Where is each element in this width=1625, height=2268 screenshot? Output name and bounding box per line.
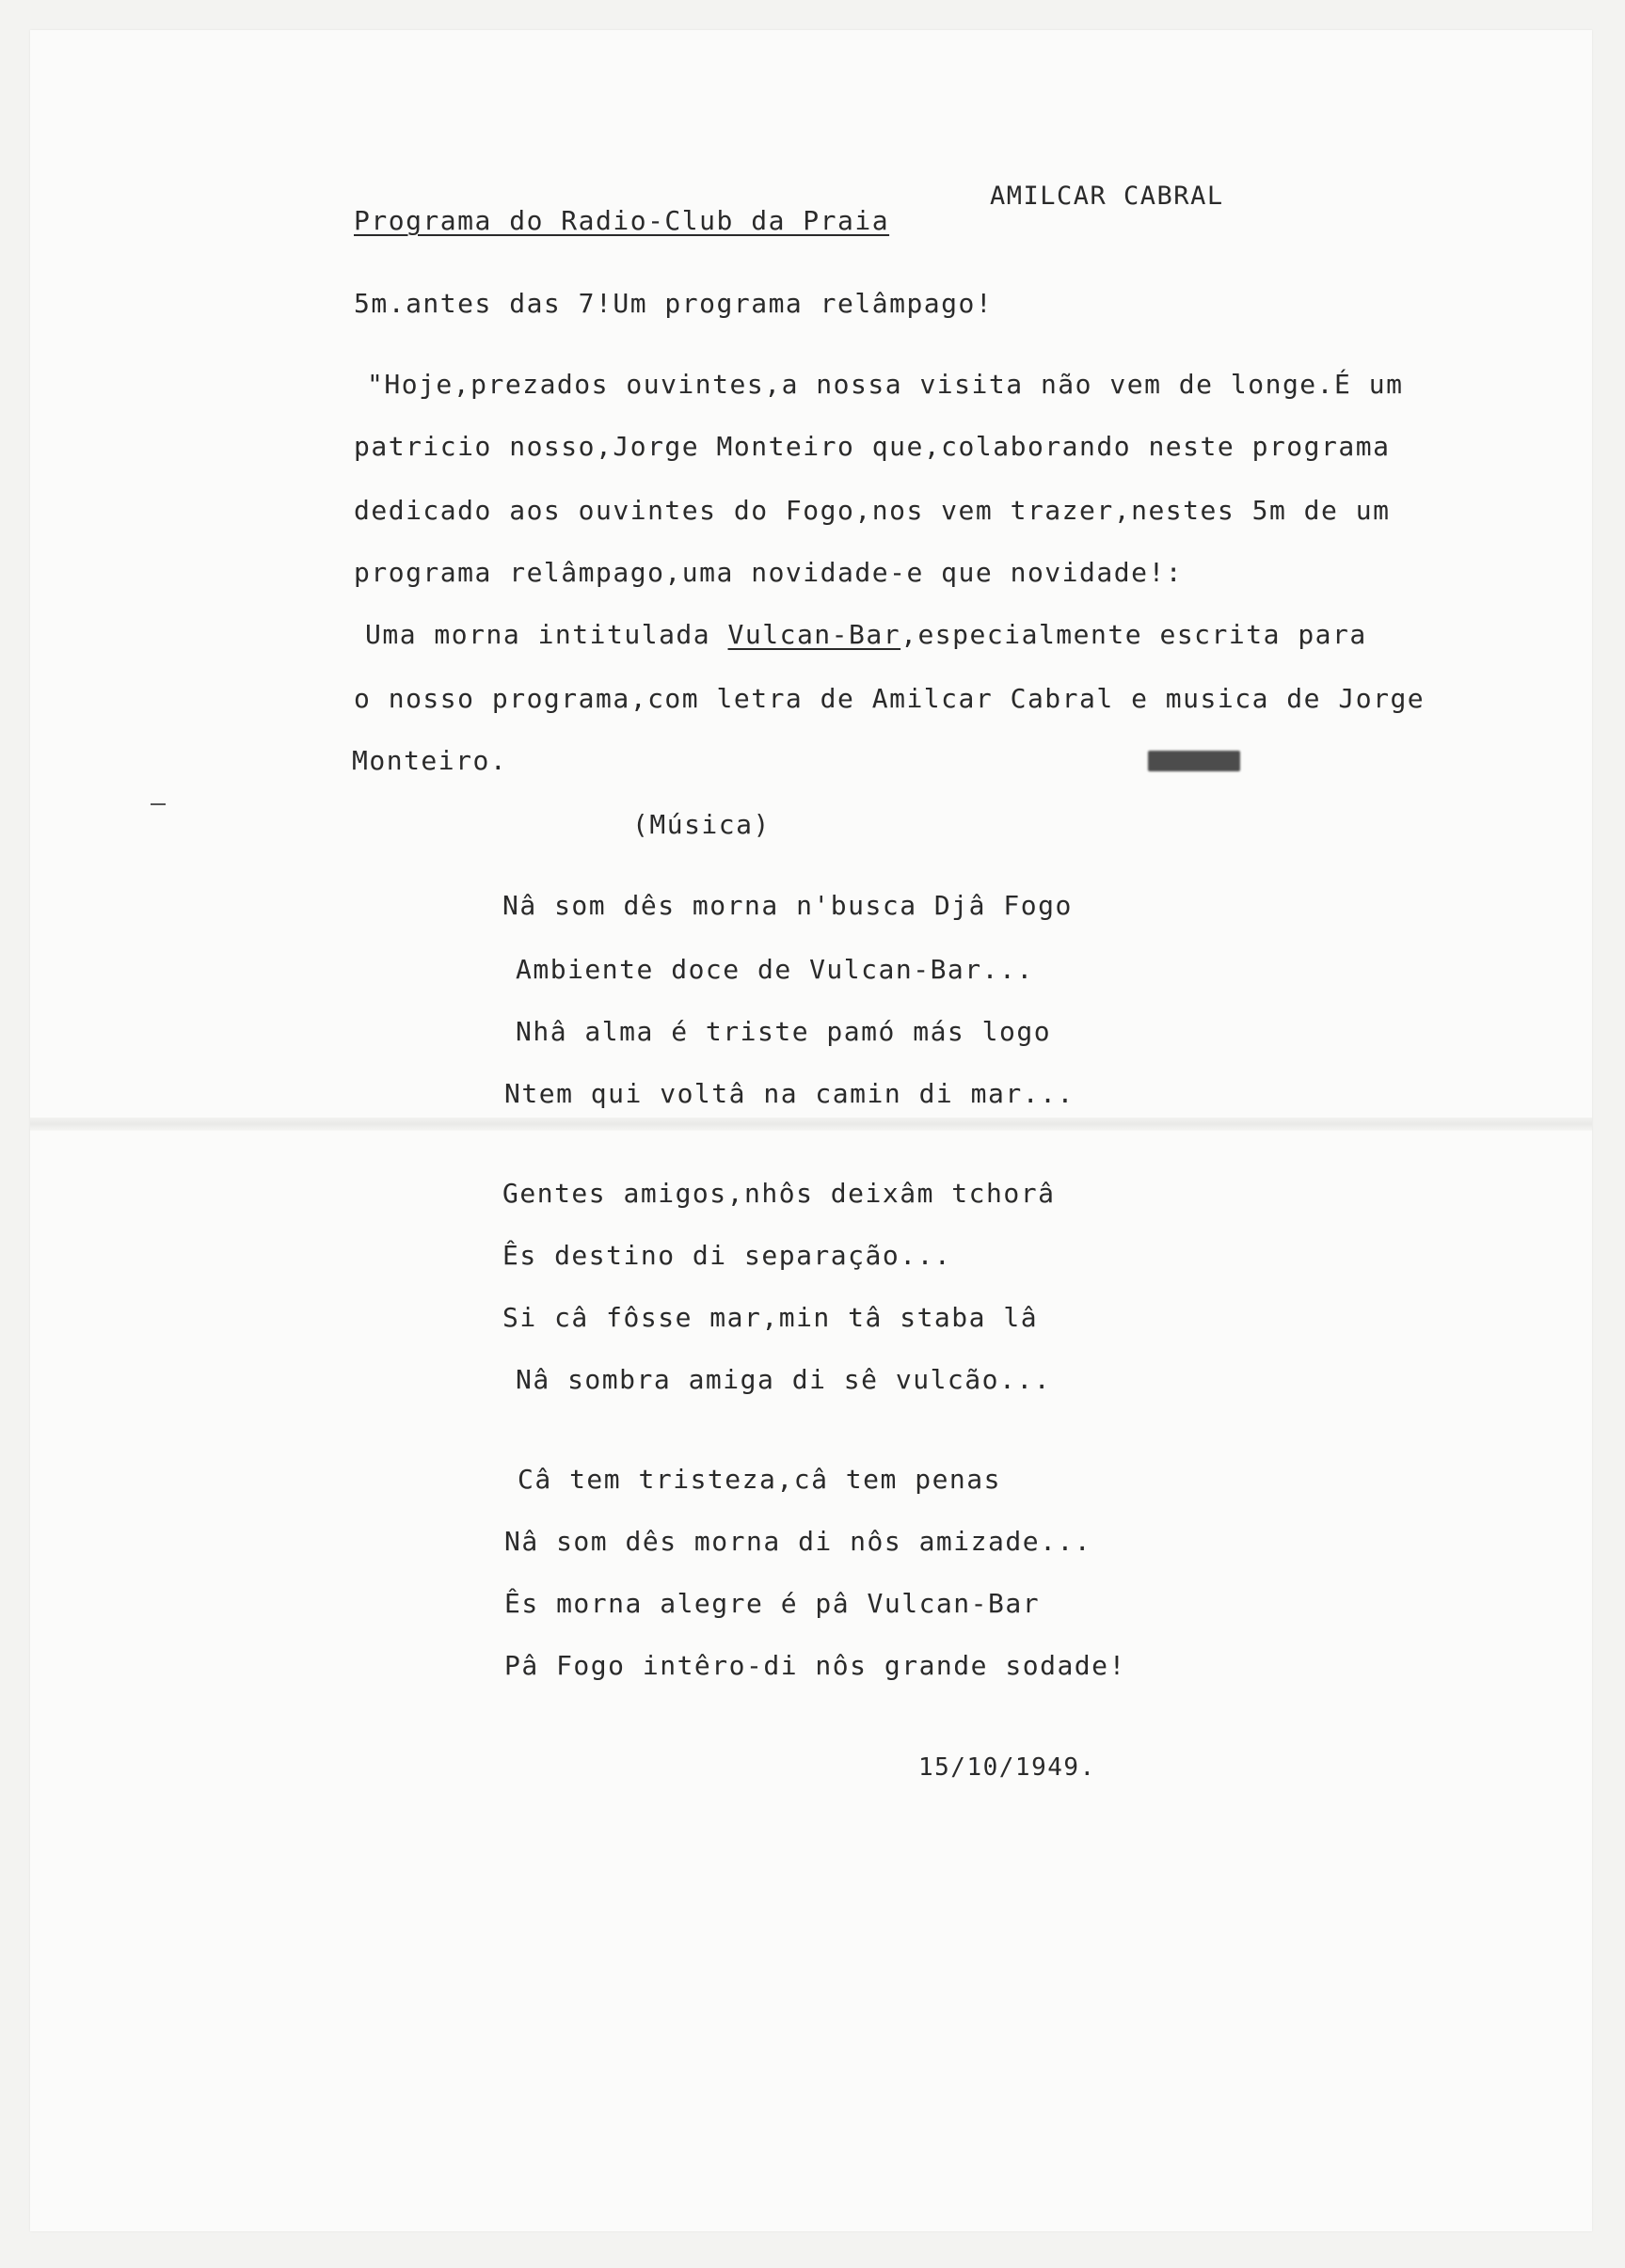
paper-sheet bbox=[30, 30, 1592, 2231]
paragraph-line-2: patricio nosso,Jorge Monteiro que,colaborando neste programa bbox=[354, 431, 1391, 462]
morna-pre-text: Uma morna intitulada bbox=[365, 619, 728, 650]
stray-mark bbox=[151, 803, 166, 805]
intro-line: 5m.antes das 7!Um programa relâmpago! bbox=[354, 288, 994, 319]
stanza3-line2: Nâ som dês morna di nôs amizade... bbox=[504, 1526, 1092, 1557]
stanza2-line2: Ês destino di separação... bbox=[502, 1240, 952, 1271]
redaction-mark bbox=[1148, 751, 1240, 771]
paragraph-line-7: Monteiro. bbox=[352, 745, 508, 776]
paragraph-line-4: programa relâmpago,uma novidade-e que novidade!: bbox=[354, 557, 1184, 588]
paragraph-line-3: dedicado aos ouvintes do Fogo,nos vem trazer,nestes 5m de um bbox=[354, 495, 1391, 526]
stanza2-line1: Gentes amigos,nhôs deixâm tchorâ bbox=[502, 1178, 1056, 1209]
paragraph-line-6: o nosso programa,com letra de Amilcar Cabral e musica de Jorge bbox=[354, 683, 1426, 714]
stanza3-line4: Pâ Fogo intêro-di nôs grande sodade! bbox=[504, 1650, 1126, 1681]
stanza1-line3: Nhâ alma é triste pamó más logo bbox=[516, 1016, 1052, 1047]
program-title: Programa do Radio-Club da Praia bbox=[354, 205, 890, 236]
author-name: AMILCAR CABRAL bbox=[990, 182, 1224, 211]
stanza2-line4: Nâ sombra amiga di sê vulcão... bbox=[516, 1364, 1052, 1395]
stanza1-line1: Nâ som dês morna n'busca Djâ Fogo bbox=[502, 890, 1073, 921]
stanza3-line3: Ês morna alegre é pâ Vulcan-Bar bbox=[504, 1588, 1041, 1619]
morna-title: Vulcan-Bar bbox=[727, 619, 901, 650]
stanza1-line2: Ambiente doce de Vulcan-Bar... bbox=[516, 954, 1034, 985]
document-date: 15/10/1949. bbox=[918, 1753, 1096, 1782]
music-label: (Música) bbox=[632, 809, 771, 840]
stanza1-line4: Ntem qui voltâ na camin di mar... bbox=[504, 1078, 1075, 1109]
paragraph-line-1: "Hoje,prezados ouvintes,a nossa visita não vem de longe.É um bbox=[367, 369, 1404, 400]
paper-fold bbox=[30, 1118, 1592, 1131]
morna-post-text: ,especialmente escrita para bbox=[900, 619, 1367, 650]
paragraph-line-5 bbox=[365, 619, 1367, 651]
stanza3-line1: Câ tem tristeza,câ tem penas bbox=[518, 1464, 1002, 1495]
stanza2-line3: Si câ fôsse mar,min tâ staba lâ bbox=[502, 1302, 1039, 1333]
